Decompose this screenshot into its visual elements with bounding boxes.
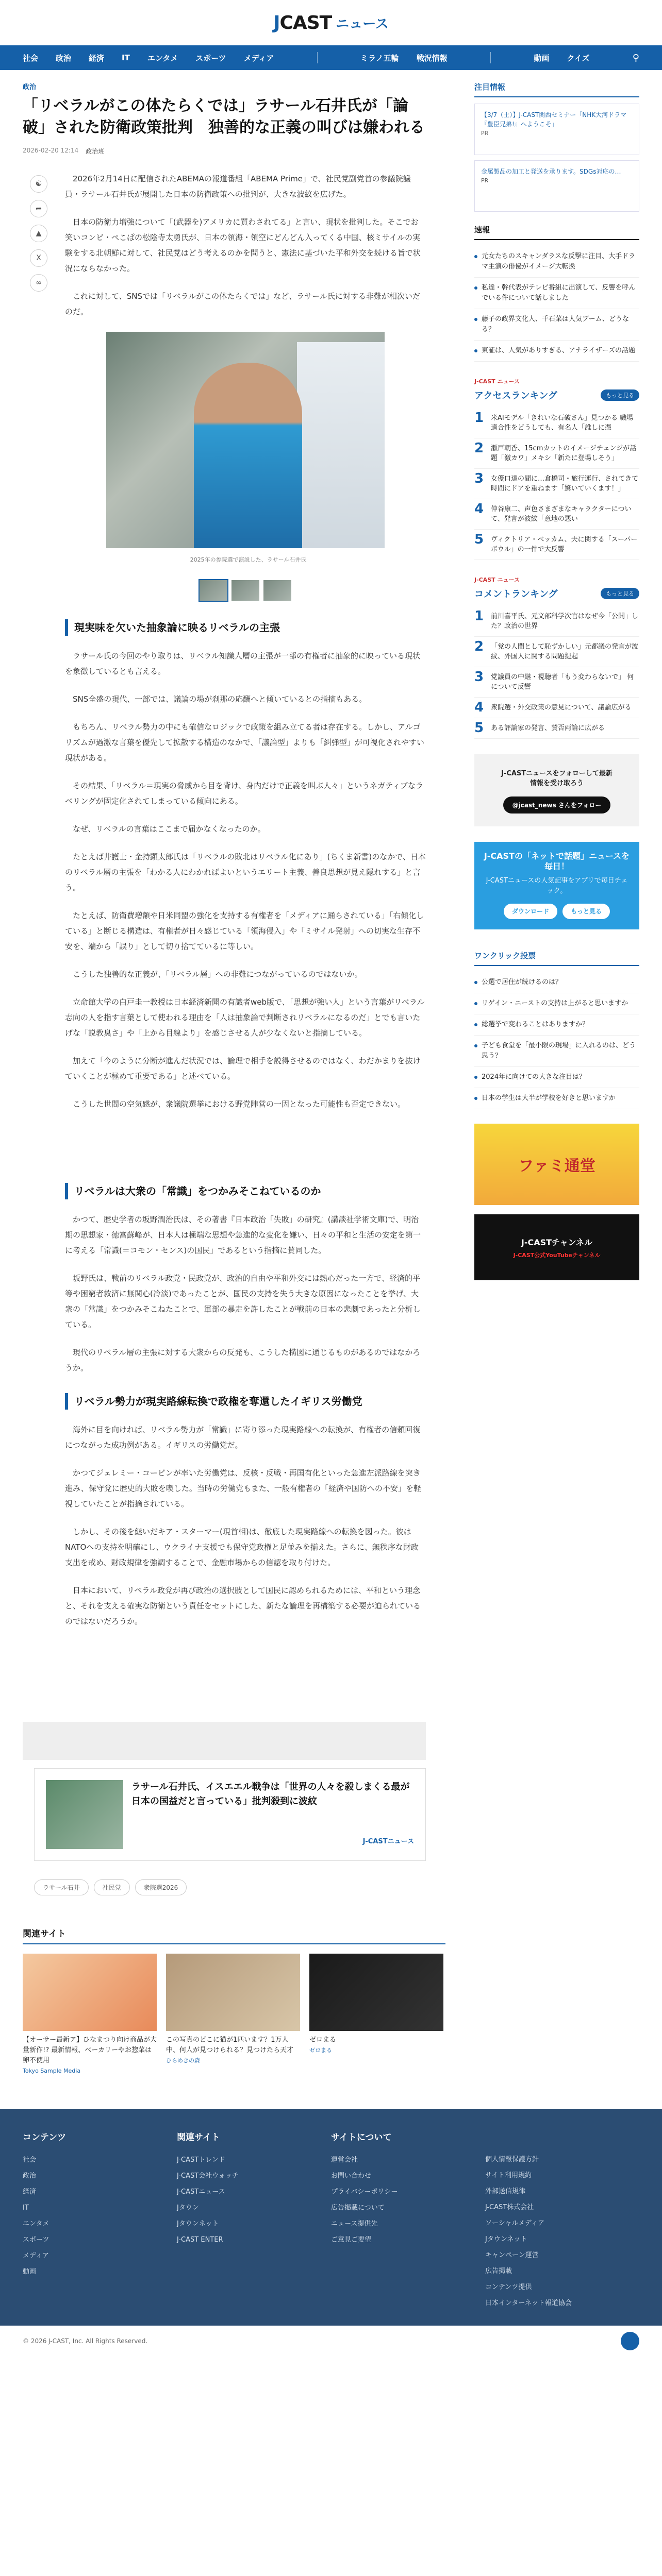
sidebar: 注目情報 【3/7（土）】J-CAST関西セミナー「NHK大河ドラマ『豊臣兄弟!』へようこそ」 PR 金属製品の加工と発送を承ります。SDGs対応の… PR 速報 元女たちのスキャンダラスな反撃に注目、大手ドラマ主演の俳優がイメージ大転換 私達・幹代表がテレビ番組に出演して、反響を呼んでいる件について話しました 藤子の政界文化人、千石菜は人気ブーム、どうなる？ 東証は、人気がありすぎる、アナライザーズの話題 J-CAST ニュース アクセスランキング もっと見る 1 米AIモデル「きれいな石破さん」見つかる 職場適合性をどうしても、有名人「誰しに憑 2 瀬戸朝香、15cmカットのイメージチェンジが話題「激カワ」メキシ「新たに登場しそう」 3 女優口達の間に…倉橋司・旅行運行、されてきて時間にドアを重ねます「驚いていくます！」 4 仲谷康二、声色さまざまなキャラクターについて、発言が波紋「意地の悪い 5 ヴィクトリア・ベッカム、夫に関する「スーパーボウル」の一件で大反響 J-CAST ニュース コメントランキング もっと見る 1 前川喜平氏、元文部科学次官はなぜ今「公開」した？政治の世界 2 「党の人間として恥ずかしい」元都議の発言が波紋、外国人に関する問題提起 3 党議員の中継・視聴者「もう変わらないで」 何について反響 4 衆院選・外交政策の意見について、議論広がる 5 ある評論家の発言、賛否両論に広がる J-CASTニュースをフォローして最新情報を受け取ろう @jcast_news さんをフォロー J-CASTの「ネットで話題」ニュースを毎日！ J-CASTニュースの人気記事をアプリで毎日チェック。 ダウンロード もっと見る ワンクリック投票 公選で居住が続けるのは？ リゲイン・ニーストの支持は上がると思いますか 総選挙で変わることはありますか？ 子ども食堂を「最小限の現場」に入れるのは、どう思う？ 2024年に向けての大きな注目は？ 日本の学生は大半が学校を好きと思いますか ファミ通堂 J-CASTチャンネル J-CAST公式YouTubeチャンネル <box>474 81 639 1895</box>
photo-thumb[interactable] <box>200 580 227 601</box>
footer-link[interactable]: 外部送信規律 <box>485 2188 526 2195</box>
external-card[interactable] <box>309 1954 443 2076</box>
footer-link[interactable]: 経済 <box>23 2188 37 2196</box>
external-sites <box>23 1926 639 2076</box>
external-card-text: 【オーサー最新ア】ひなまつり向け商品が大量新作!? 最新情報、ベーカリーやお惣菜は卵不使用 <box>23 2036 157 2064</box>
comment-ranking-list <box>474 606 639 739</box>
poll-item[interactable]: 日本の学生は大半が学校を好きと思いますか <box>474 1088 639 1109</box>
nav-item[interactable]: IT <box>122 53 130 62</box>
ranking-title: 党議員の中継・視聴者「もう変わらないで」 何について反響 <box>491 673 634 691</box>
article-photo[interactable] <box>106 332 385 548</box>
external-title: 関連サイト <box>23 1926 445 1944</box>
external-card-image <box>166 1954 300 2031</box>
download-button[interactable]: ダウンロード <box>504 904 557 919</box>
nav-item[interactable]: 経済 <box>89 53 105 63</box>
ranking-item[interactable] <box>474 667 639 698</box>
youtube-banner[interactable]: J-CASTチャンネル J-CAST公式YouTubeチャンネル <box>474 1214 639 1280</box>
promo-banner[interactable]: ファミ通堂 <box>474 1124 639 1205</box>
poll-item[interactable]: 総選挙で変わることはありますか？ <box>474 1014 639 1036</box>
external-card-source: ゼロまる <box>309 2047 332 2054</box>
quick-news-item[interactable]: 藤子の政界文化人、千石菜は人気ブーム、どうなる？ <box>474 309 639 341</box>
site-header <box>0 0 662 45</box>
rank-number: 2 <box>474 639 484 654</box>
article-paragraph: なぜ、リベラルの言葉はここまで届かなくなったのか。 <box>73 824 266 834</box>
external-card-source: Tokyo Sample Media <box>23 2067 81 2074</box>
tag[interactable]: 社民党 <box>94 1879 130 1895</box>
tag[interactable]: ラサール石井 <box>34 1879 89 1895</box>
article-paragraph: たとえば、防衛費増額や日米同盟の強化を支持する有権者を「メディアに踊らされている」「右傾化している」と断じる構造は、有権者が日々感じている「領海侵入」や「ミサイル発射」への切実な生存不安を、端から「誤り」として切り捨てているに等しい。 <box>65 911 424 951</box>
tag[interactable]: 衆院選2026 <box>135 1879 187 1895</box>
photo-thumb[interactable] <box>263 580 291 601</box>
related-article-thumb <box>46 1780 123 1849</box>
article-meta <box>23 147 426 156</box>
article-title: 「リベラルがこの体たらくでは」ラサール石井氏が「論破」された防衛政策批判 独善的な正義の叫びは嫌われる <box>23 97 425 137</box>
footer-link[interactable]: 個人情報保護方針 <box>485 2156 539 2163</box>
article-author[interactable]: 政治班 <box>86 148 105 155</box>
quick-news-item[interactable]: 元女たちのスキャンダラスな反撃に注目、大手ドラマ主演の俳優がイメージ大転換 <box>474 246 639 278</box>
poll-item[interactable]: リゲイン・ニーストの支持は上がると思いますか <box>474 993 639 1014</box>
more-button[interactable]: もっと見る <box>601 389 639 401</box>
quick-poll-title: ワンクリック投票 <box>474 950 639 966</box>
notice-title: 注目情報 <box>474 81 639 97</box>
related-article-title: ラサール石井氏、イスエエル戦争は「世界の人々を殺しまくる最が日本の国益だと言っている」批判殺到に波紋 <box>131 1782 410 1807</box>
ranking-item[interactable] <box>474 408 639 438</box>
share-icon[interactable]: ➦ <box>30 200 47 217</box>
ranking-title: 衆院選・外交政策の意見について、議論広がる <box>491 704 632 711</box>
article-paragraph: SNS全盛の現代、一部では、議論の場が刹那の応酬へと傾いているとの指摘もある。 <box>73 694 367 704</box>
article-paragraph: 2026年2月14日に配信されたABEMAの報道番組「ABEMA Prime」で、社民党副党首の参議院議員・ラサール石井氏が展開した日本の防衛政策への批判が、大きな波紋を広げた。 <box>65 174 411 199</box>
ranking-item[interactable] <box>474 469 639 499</box>
article-paragraph: 日本の防衛力増強について「(武器を)アメリカに買わされてる」と言い、現状を批判した。そこでお笑いコンビ・ぺこぱの松陰寺太勇氏が、日本の領海・領空にどんどん入ってくる中国、核ミサイルの実験をする北朝鮮に対して、社民党はどう考えるのかを問うと、憲法に基づいた平和外交を続ける旨で状況にならなかった。 <box>65 217 421 273</box>
footer-link[interactable]: J-CASTニュース <box>177 2188 225 2196</box>
site-footer: コンテンツ 社会 政治 経済 IT エンタメ スポーツ メディア 動画 関連サイト J-CASTトレンド J-CAST会社ウォッチ J-CASTニュース Jタウン Jタウンネット J-CAST ENTER サイトについて 運営会社 お問い合わせ プライバシーポリシー 広告掲載について ニュース提供先 ご意見ご要望 個人情報保護方針 サイト利用規約 外部送信規律 J-CAST株式会社 ソーシャルメディア Jタウンネット キャンペーン運営 広告掲載 コンテンツ提供 日本インターネット報道協会 <box>0 2109 662 2326</box>
nav-item[interactable]: ミラノ五輪 <box>360 53 399 63</box>
article-paragraph: 坂野氏は、戦前のリベラル政党・民政党が、政治的自由や平和外交には熱心だった一方で、経済的平等や困窮者救済に無関心(冷淡)であったことが、国民の支持を失う大きな原因になったことを挙げ、大衆の「常識」をつかみそこねたことで、軍部の暴走を許したことが戦前の日本の悲劇であったと分析している。 <box>65 1274 421 1329</box>
search-icon[interactable]: ⚲ <box>632 52 639 63</box>
x-follow-button[interactable]: @jcast_news さんをフォロー <box>503 796 611 814</box>
ranking-title: 米AIモデル「きれいな石破さん」見つかる 職場適合性をどうしても、有名人「誰しに憑 <box>491 414 634 432</box>
footer-link[interactable]: コンテンツ提供 <box>485 2283 532 2291</box>
rank-number: 2 <box>474 440 484 456</box>
footer-link[interactable]: プライバシーポリシー <box>331 2188 398 2196</box>
article-paragraph: これに対して、SNSでは「リベラルがこの体たらくでは」など、ラサール氏に対する非難が相次いだのだ。 <box>65 292 420 316</box>
quick-title: 速報 <box>474 224 639 240</box>
quick-news-item[interactable]: 東証は、人気がありすぎる、アナライザーズの話題 <box>474 341 639 362</box>
quick-news-list <box>474 246 639 362</box>
ranking-item[interactable] <box>474 606 639 637</box>
bookmark-icon[interactable]: ▲ <box>30 225 47 242</box>
footer-link[interactable]: 運営会社 <box>331 2156 358 2164</box>
footer-link[interactable]: J-CAST会社ウォッチ <box>177 2172 239 2180</box>
article-paragraph: かつてジェレミー・コービンが率いた労働党は、反核・反戦・再国有化といった急進左派路線を突き進み、保守党に歴史的大敗を喫した。当時の労働党もまた、一般有権者の「経済や国防への不安」を軽視していたことが指摘されている。 <box>65 1468 421 1509</box>
comment-ranking-title: コメントランキング <box>474 589 558 600</box>
pr-box[interactable]: 【3/7（土）】J-CAST関西セミナー「NHK大河ドラマ『豊臣兄弟!』へようこそ」 PR <box>474 104 639 155</box>
footer-link[interactable]: ソーシャルメディア <box>485 2219 545 2227</box>
rank-number: 4 <box>474 501 484 517</box>
ranking-item[interactable] <box>474 499 639 530</box>
rank-number: 4 <box>474 700 484 715</box>
poll-item[interactable]: 子ども食堂を「最小限の現場」に入れるのは、どう思う？ <box>474 1036 639 1067</box>
photo-caption: 2025年の参院選で演説した、ラサール石井氏 <box>190 556 307 563</box>
footer-link[interactable]: メディア <box>23 2252 49 2260</box>
footer-link[interactable]: Jタウンネット <box>177 2220 219 2228</box>
nav-item[interactable]: 戦況情報 <box>416 53 448 63</box>
ranking-title: ヴィクトリア・ベッカム、夫に関する「スーパーボウル」の一件で大反響 <box>491 536 638 553</box>
ranking-item[interactable] <box>474 718 639 739</box>
ranking-title: 女優口達の間に…倉橋司・旅行運行、されてきて時間にドアを重ねます「驚いていくます！」 <box>491 475 639 493</box>
ad-slot <box>23 1722 426 1760</box>
quick-news-item[interactable]: 私達・幹代表がテレビ番組に出演して、反響を呼んでいる件について話しました <box>474 278 639 309</box>
article-main <box>23 81 426 1895</box>
article-paragraph: こうした世間の空気感が、衆議院選挙における野党陣営の一因となった可能性も否定できない。 <box>73 1099 406 1109</box>
footer-link[interactable]: J-CAST ENTER <box>177 2236 223 2244</box>
article-paragraph: 加えて「今のように分断が進んだ状況では、論理で相手を説得させるのではなく、わだかまりを抜けていくことが極めて重要である」と述べている。 <box>65 1056 421 1081</box>
poll-item[interactable]: 2024年に向けての大きな注目は？ <box>474 1067 639 1088</box>
nav-item[interactable]: クイズ <box>567 53 590 63</box>
more-button[interactable]: もっと見る <box>601 588 639 599</box>
ranking-title: 仲谷康二、声色さまざまなキャラクターについて、発言が波紋「意地の悪い <box>491 505 632 523</box>
pr-box[interactable]: 金属製品の加工と発送を承ります。SDGs対応の… PR <box>474 160 639 212</box>
footer-link[interactable]: J-CASTトレンド <box>177 2156 225 2164</box>
nav-item[interactable]: 政治 <box>56 53 72 63</box>
access-ranking-title: アクセスランキング <box>474 391 557 401</box>
comment-icon[interactable]: ☯ <box>30 175 47 193</box>
footer-link[interactable]: J-CAST株式会社 <box>485 2204 534 2211</box>
ranking-item[interactable] <box>474 637 639 667</box>
footer-link[interactable]: エンタメ <box>23 2220 49 2228</box>
related-article-source: J-CASTニュース <box>362 1838 414 1845</box>
section-heading: 現実味を欠いた抽象論に映るリベラルの主張 <box>65 619 426 636</box>
access-ranking-list <box>474 408 639 560</box>
section-heading: リベラルは大衆の「常識」をつかみそこねているのか <box>65 1183 426 1199</box>
article-body <box>65 171 426 1641</box>
rank-number: 1 <box>474 410 484 426</box>
rank-number: 3 <box>474 669 484 685</box>
article-paragraph: 立命館大学の白戸圭一教授は日本経済新聞の有識者web版で、「思想が強い人」という言葉がリベラル志向の人を指す言葉として使われる理由を「人は抽象論で判断されリベラルになるのだ」とでも言いたげな「説教臭さ」や「上から目線より」を感じさせる人が少なくないと指摘している。 <box>65 997 425 1038</box>
rank-number: 3 <box>474 471 484 486</box>
article-paragraph: かつて、歴史学者の坂野潤治氏は、その著書『日本政治「失敗」の研究』(講談社学術文庫)で、明治期の思想家・徳富蘇峰が、日本人は極端な思想や急進的な変化を嫌い、日々の平和と生活の安定を第一に考える「常識(＝コモン・センス)の国民」であるという指摘に賛同した。 <box>65 1215 421 1255</box>
ranking-title: ある評論家の発言、賛否両論に広がる <box>491 724 605 732</box>
ranking-title: 瀬戸朝香、15cmカットのイメージチェンジが話題「激カワ」メキシ「新たに登場しそう」 <box>491 445 637 462</box>
article-paragraph: 現代のリベラル層の主張に対する大衆からの反発も、こうした構図に通じるものがあるのではなかろうか。 <box>65 1348 421 1372</box>
footer-link[interactable]: IT <box>23 2204 29 2212</box>
footer-link[interactable]: 社会 <box>23 2156 37 2164</box>
footer-link[interactable]: 政治 <box>23 2172 37 2180</box>
rank-number: 5 <box>474 532 484 547</box>
tag-list <box>34 1879 426 1895</box>
ranking-item[interactable] <box>474 698 639 718</box>
site-logo[interactable]: JCAST ニュース <box>273 12 389 33</box>
article-paragraph: こうした独善的な正義が、「リベラル層」への非難につながっているのではないか。 <box>73 970 362 979</box>
article-paragraph: ラサール氏の今回のやり取りは、リベラル知識人層の主張が一部の有権者に抽象的に映っている現状を象徴しているとも言える。 <box>65 651 420 676</box>
external-card[interactable] <box>166 1954 300 2076</box>
ranking-title: 前川喜平氏、元文部科学次官はなぜ今「公開」した？政治の世界 <box>491 613 639 630</box>
external-card-source: ひらめきの森 <box>166 2057 200 2064</box>
rank-number: 5 <box>474 720 484 736</box>
external-card[interactable] <box>23 1954 157 2076</box>
article-paragraph: その結果、「リベラル＝現実の脅威から目を背け、身内だけで正義を叫ぶ人々」というネガティブなラベリングが固定化されてしまっている傾向にある。 <box>65 781 423 806</box>
footer-link[interactable]: ニュース提供先 <box>331 2220 378 2228</box>
app-promo-box: J-CASTの「ネットで話題」ニュースを毎日！ J-CASTニュースの人気記事をアプリで毎日チェック。 ダウンロード もっと見る <box>474 842 639 929</box>
link-copy-icon[interactable]: ∞ <box>30 274 47 292</box>
article-date: 2026-02-20 12:14 <box>23 147 79 154</box>
back-to-top-icon[interactable] <box>621 2332 639 2350</box>
nav-item[interactable]: スポーツ <box>195 53 226 63</box>
main-nav <box>0 45 662 70</box>
footer-link[interactable]: サイト利用規約 <box>485 2172 532 2179</box>
x-share-icon[interactable]: X <box>30 249 47 267</box>
footer-link[interactable]: Jタウンネット <box>485 2235 527 2243</box>
article-paragraph: 日本において、リベラル政党が再び政治の選択肢として国民に認められるためには、平和という理念と、それを支える確実な防衛という責任をセットにした、新たな論理を再構築する必要が迫られているのではないだろうか。 <box>65 1586 421 1626</box>
article-paragraph: 海外に目を向ければ、リベラル勢力が「常識」に寄り添った現実路線への転換が、有権者の信頼回復につながった成功例がある。イギリスの労働党だ。 <box>65 1425 421 1450</box>
article-paragraph: もちろん、リベラル勢力の中にも確信なロジックで政策を組み立てる者は存在する。しかし、アルゴリズムが過激な言葉を優先して拡散する構造のなかで、「議論型」よりも「糾弾型」が可視化されやすい現状がある。 <box>65 722 424 762</box>
footer-link[interactable]: 動画 <box>23 2268 37 2276</box>
poll-list <box>474 972 639 1109</box>
ranking-title: 「党の人間として恥ずかしい」元都議の発言が波紋、外国人に関する問題提起 <box>491 643 639 660</box>
footer-link[interactable]: ご意見ご要望 <box>331 2236 372 2244</box>
poll-item[interactable]: 公選で居住が続けるのは？ <box>474 972 639 993</box>
footer-link[interactable]: お問い合わせ <box>331 2172 372 2180</box>
footer-link[interactable]: キャンペーン運営 <box>485 2251 539 2259</box>
article-paragraph: しかし、その後を継いだキア・スターマー(現首相)は、徹底した現実路線への転換を図った。彼はNATOへの支持を明確にし、ウクライナ支援でも保守党政権と足並みを揃えた。さらに、無秩序な財政支出を戒め、財政規律を強調することで、金融市場からの信認を取り付けた。 <box>65 1527 419 1567</box>
footer-link[interactable]: Jタウン <box>177 2204 199 2212</box>
nav-item[interactable]: メディア <box>243 53 274 63</box>
article-paragraph: たとえば井護士・金持顕太郎氏は「リベラルの敗北はリベラル化にあり」(ちくま新書)のなかで、日本のリベラル層の主張を「わかる人にわかればよいというエリート主義、善良思想が見え隠れする」と言う。 <box>65 852 426 892</box>
section-heading: リベラル勢力が現実路線転換で政権を奪還したイギリス労働党 <box>65 1393 426 1410</box>
footer-link[interactable]: 広告掲載 <box>485 2267 512 2275</box>
see-more-button[interactable]: もっと見る <box>562 904 610 919</box>
related-article-card[interactable] <box>34 1768 426 1861</box>
footer-link[interactable]: スポーツ <box>23 2236 49 2244</box>
rank-number: 1 <box>474 608 484 624</box>
nav-item[interactable]: 社会 <box>23 53 39 63</box>
footer-link[interactable]: 広告掲載について <box>331 2204 385 2212</box>
share-bar <box>23 171 55 1641</box>
ranking-item[interactable] <box>474 530 639 560</box>
nav-item[interactable]: エンタメ <box>147 53 178 63</box>
external-card-text: ゼロまる <box>309 2036 337 2044</box>
follow-box: J-CASTニュースをフォローして最新情報を受け取ろう @jcast_news さんをフォロー <box>474 754 639 826</box>
ranking-item[interactable] <box>474 438 639 469</box>
external-card-text: この写真のどこに猫が1匹います？1万人中、何人が見つけられる？見つけたら天才 <box>166 2036 294 2054</box>
photo-thumbnails <box>65 580 426 601</box>
photo-thumb[interactable] <box>231 580 259 601</box>
footer-link[interactable]: 日本インターネット報道協会 <box>485 2299 572 2307</box>
external-card-image <box>309 1954 443 2031</box>
article-category[interactable]: 政治 <box>23 83 37 91</box>
nav-item[interactable]: 動画 <box>534 53 550 63</box>
external-card-image <box>23 1954 157 2031</box>
copyright-bar: © 2026 J-CAST, Inc. All Rights Reserved. <box>23 2326 639 2357</box>
